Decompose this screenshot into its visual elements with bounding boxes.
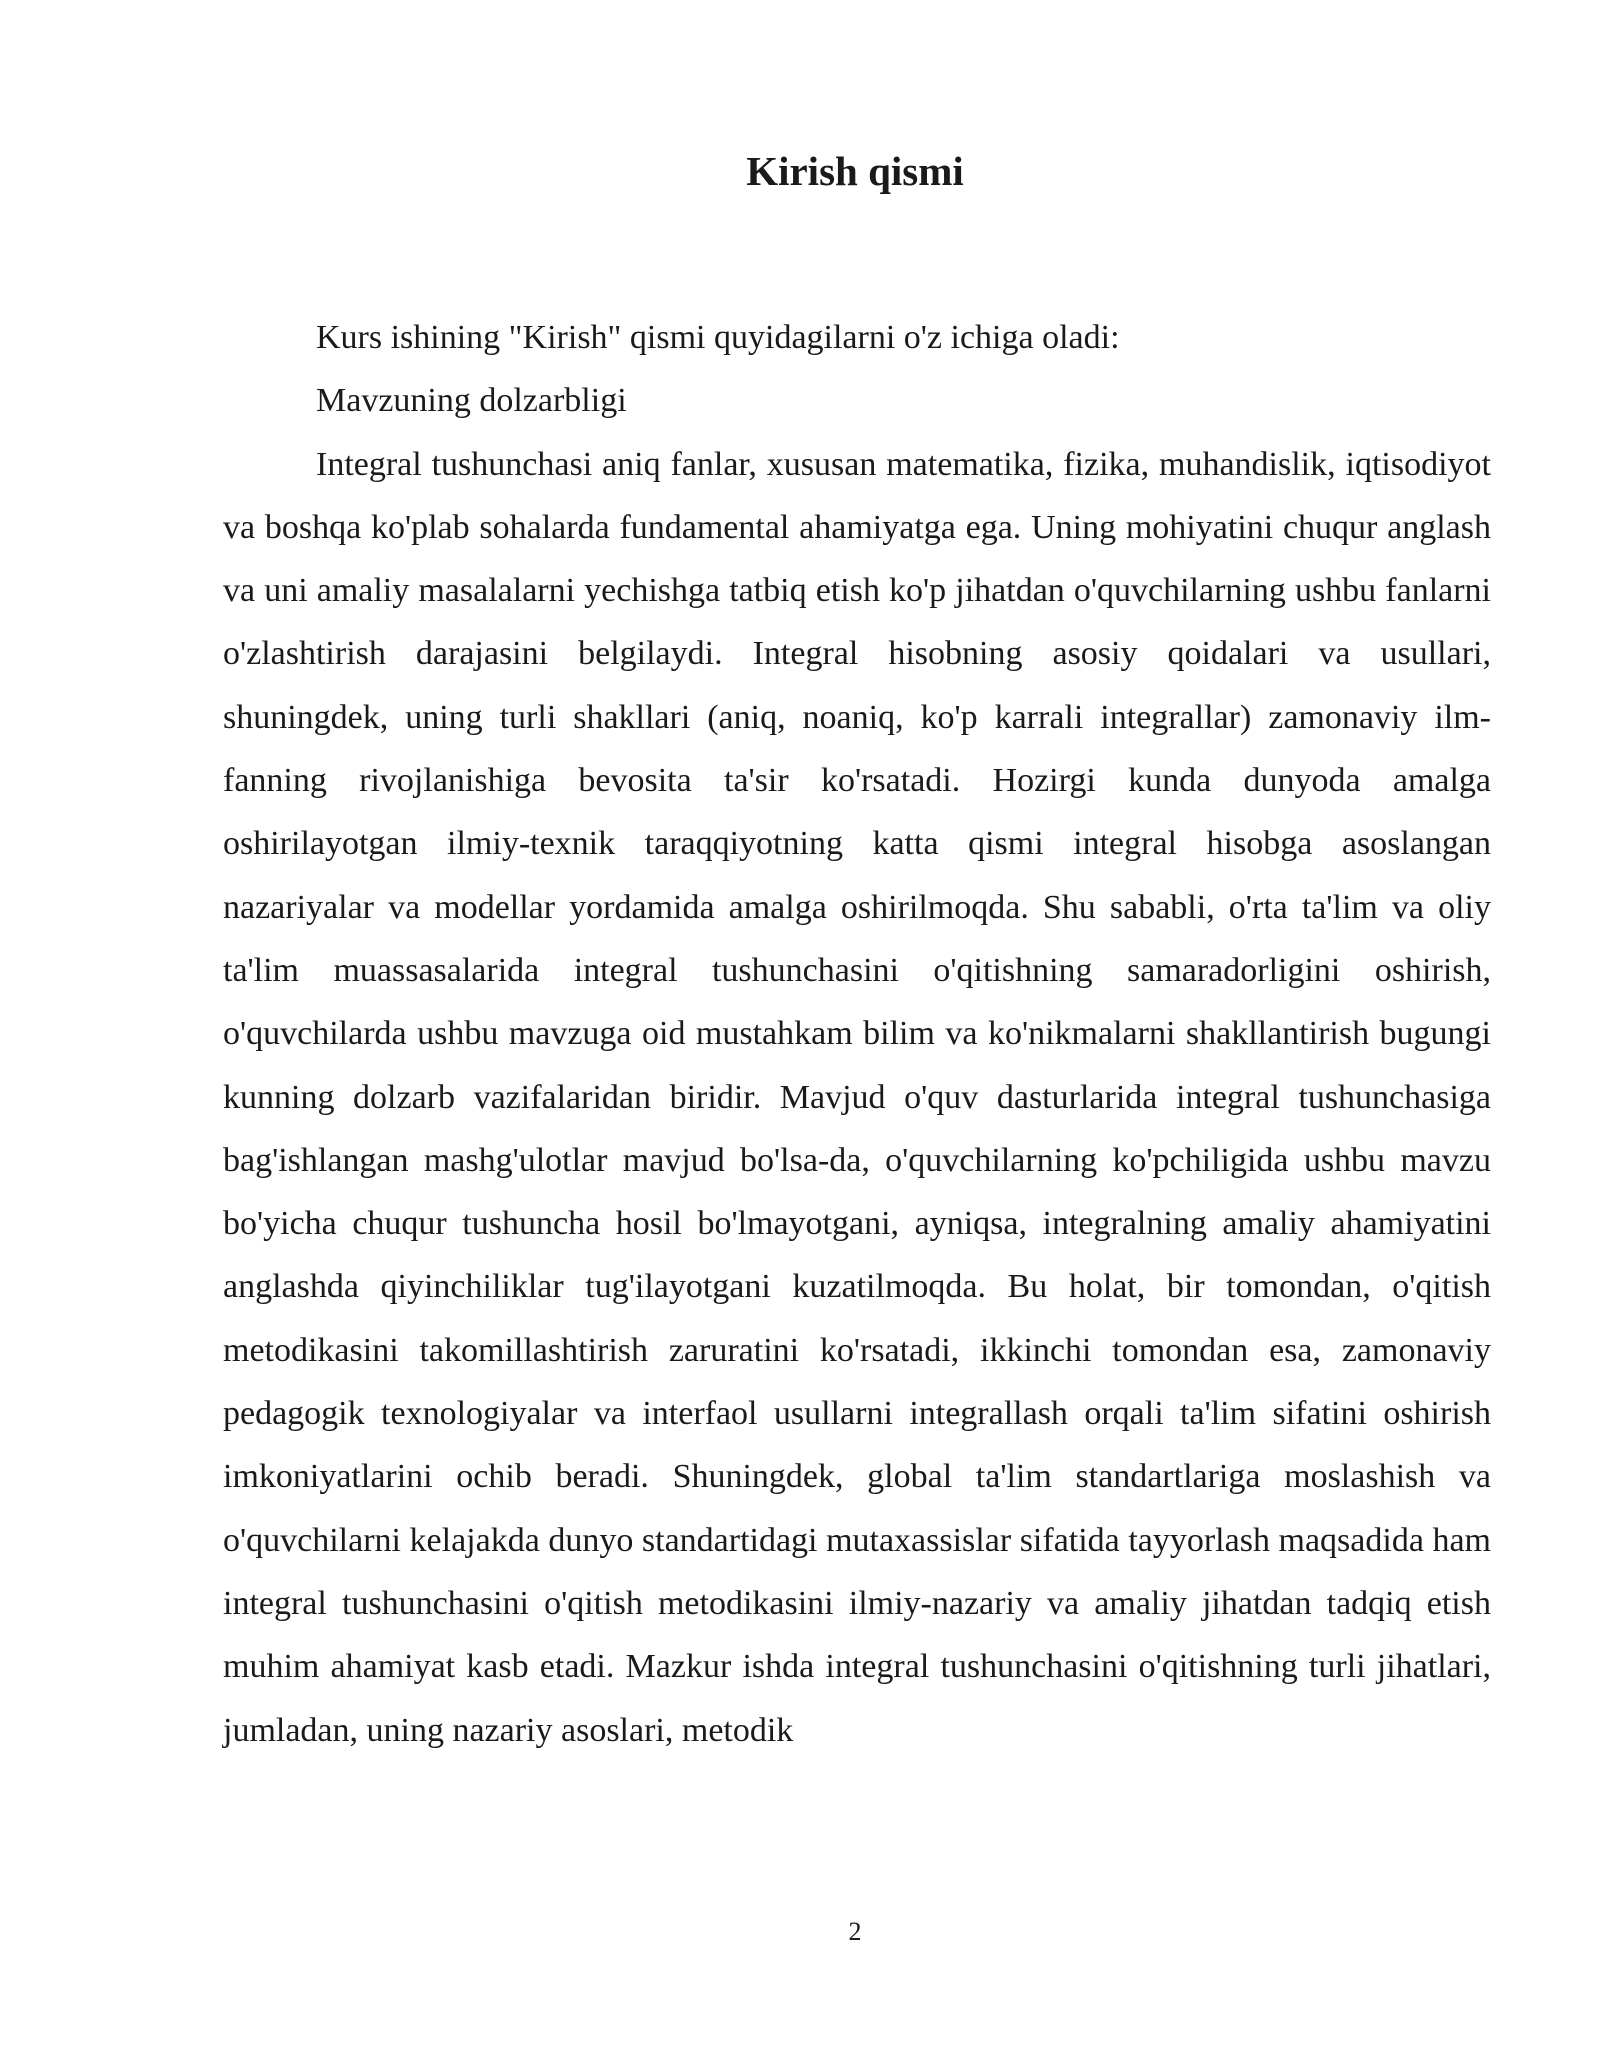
page-number: 2 (848, 1917, 862, 1946)
body-paragraph: Integral tushunchasi aniq fanlar, xususan matematika, fizika, muhandislik, iqtisodiyot va boshqa ko'plab sohalarda fundamental ahamiyatga ega. Uning mohiyatini chuqur anglash va uni amaliy masalalarni yechishga tatbiq etish ko'p jihatdan o'quvchilarning ushbu fanlarni o'zlashtirish darajasini belgilaydi. Integral hisobning asosiy qoidalari va usullari, shuningdek, uning turli shakllari (aniq, noaniq, ko'p karrali integrallar) zamonaviy ilm-fanning rivojlanishiga bevosita ta'sir ko'rsatadi. Hozirgi kunda dunyoda amalga oshirilayotgan ilmiy-texnik taraqqiyotning katta qismi integral hisobga asoslangan nazariyalar va modellar yordamida amalga oshirilmoqda. Shu sababli, o'rta ta'lim va oliy ta'lim muassasalarida integral tushunchasini o'qitishning samaradorligini oshirish, o'quvchilarda ushbu mavzuga oid mustahkam bilim va ko'nikmalarni shakllantirish bugungi kunning dolzarb vazifalaridan biridir. Mavjud o'quv dasturlarida integral tushunchasiga bag'ishlangan mashg'ulotlar mavjud bo'lsa-da, o'quvchilarning ko'pchiligida ushbu mavzu bo'yicha chuqur tushuncha hosil bo'lmayotgani, ayniqsa, integralning amaliy ahamiyatini anglashda qiyinchiliklar tug'ilayotgani kuzatilmoqda. Bu holat, bir tomondan, o'qitish metodikasini takomillashtirish zaruratini ko'rsatadi, ikkinchi tomondan esa, zamonaviy pedagogik texnologiyalar va interfaol usullarni integrallash orqali ta'lim sifatini oshirish imkoniyatlarini ochib beradi. Shuningdek, global ta'lim standartlariga moslashish va o'quvchilarni kelajakda dunyo standartidagi mutaxassislar sifatida tayyorlash maqsadida ham integral tushunchasini o'qitish metodikasini ilmiy-nazariy va amaliy jihatdan tadqiq etish muhim ahamiyat kasb etadi. Mazkur ishda integral tushunchasini o'qitishning turli jihatlari, jumladan, uning nazariy asoslari, metodik (223, 445, 1491, 1749)
body-text (223, 306, 1491, 1762)
intro-line: Kurs ishining "Kirish" qismi quyidagilarni o'z ichiga oladi: (316, 319, 1120, 356)
section-heading: Mavzuning dolzarbligi (316, 382, 627, 420)
page-title: Kirish qismi (746, 148, 964, 194)
